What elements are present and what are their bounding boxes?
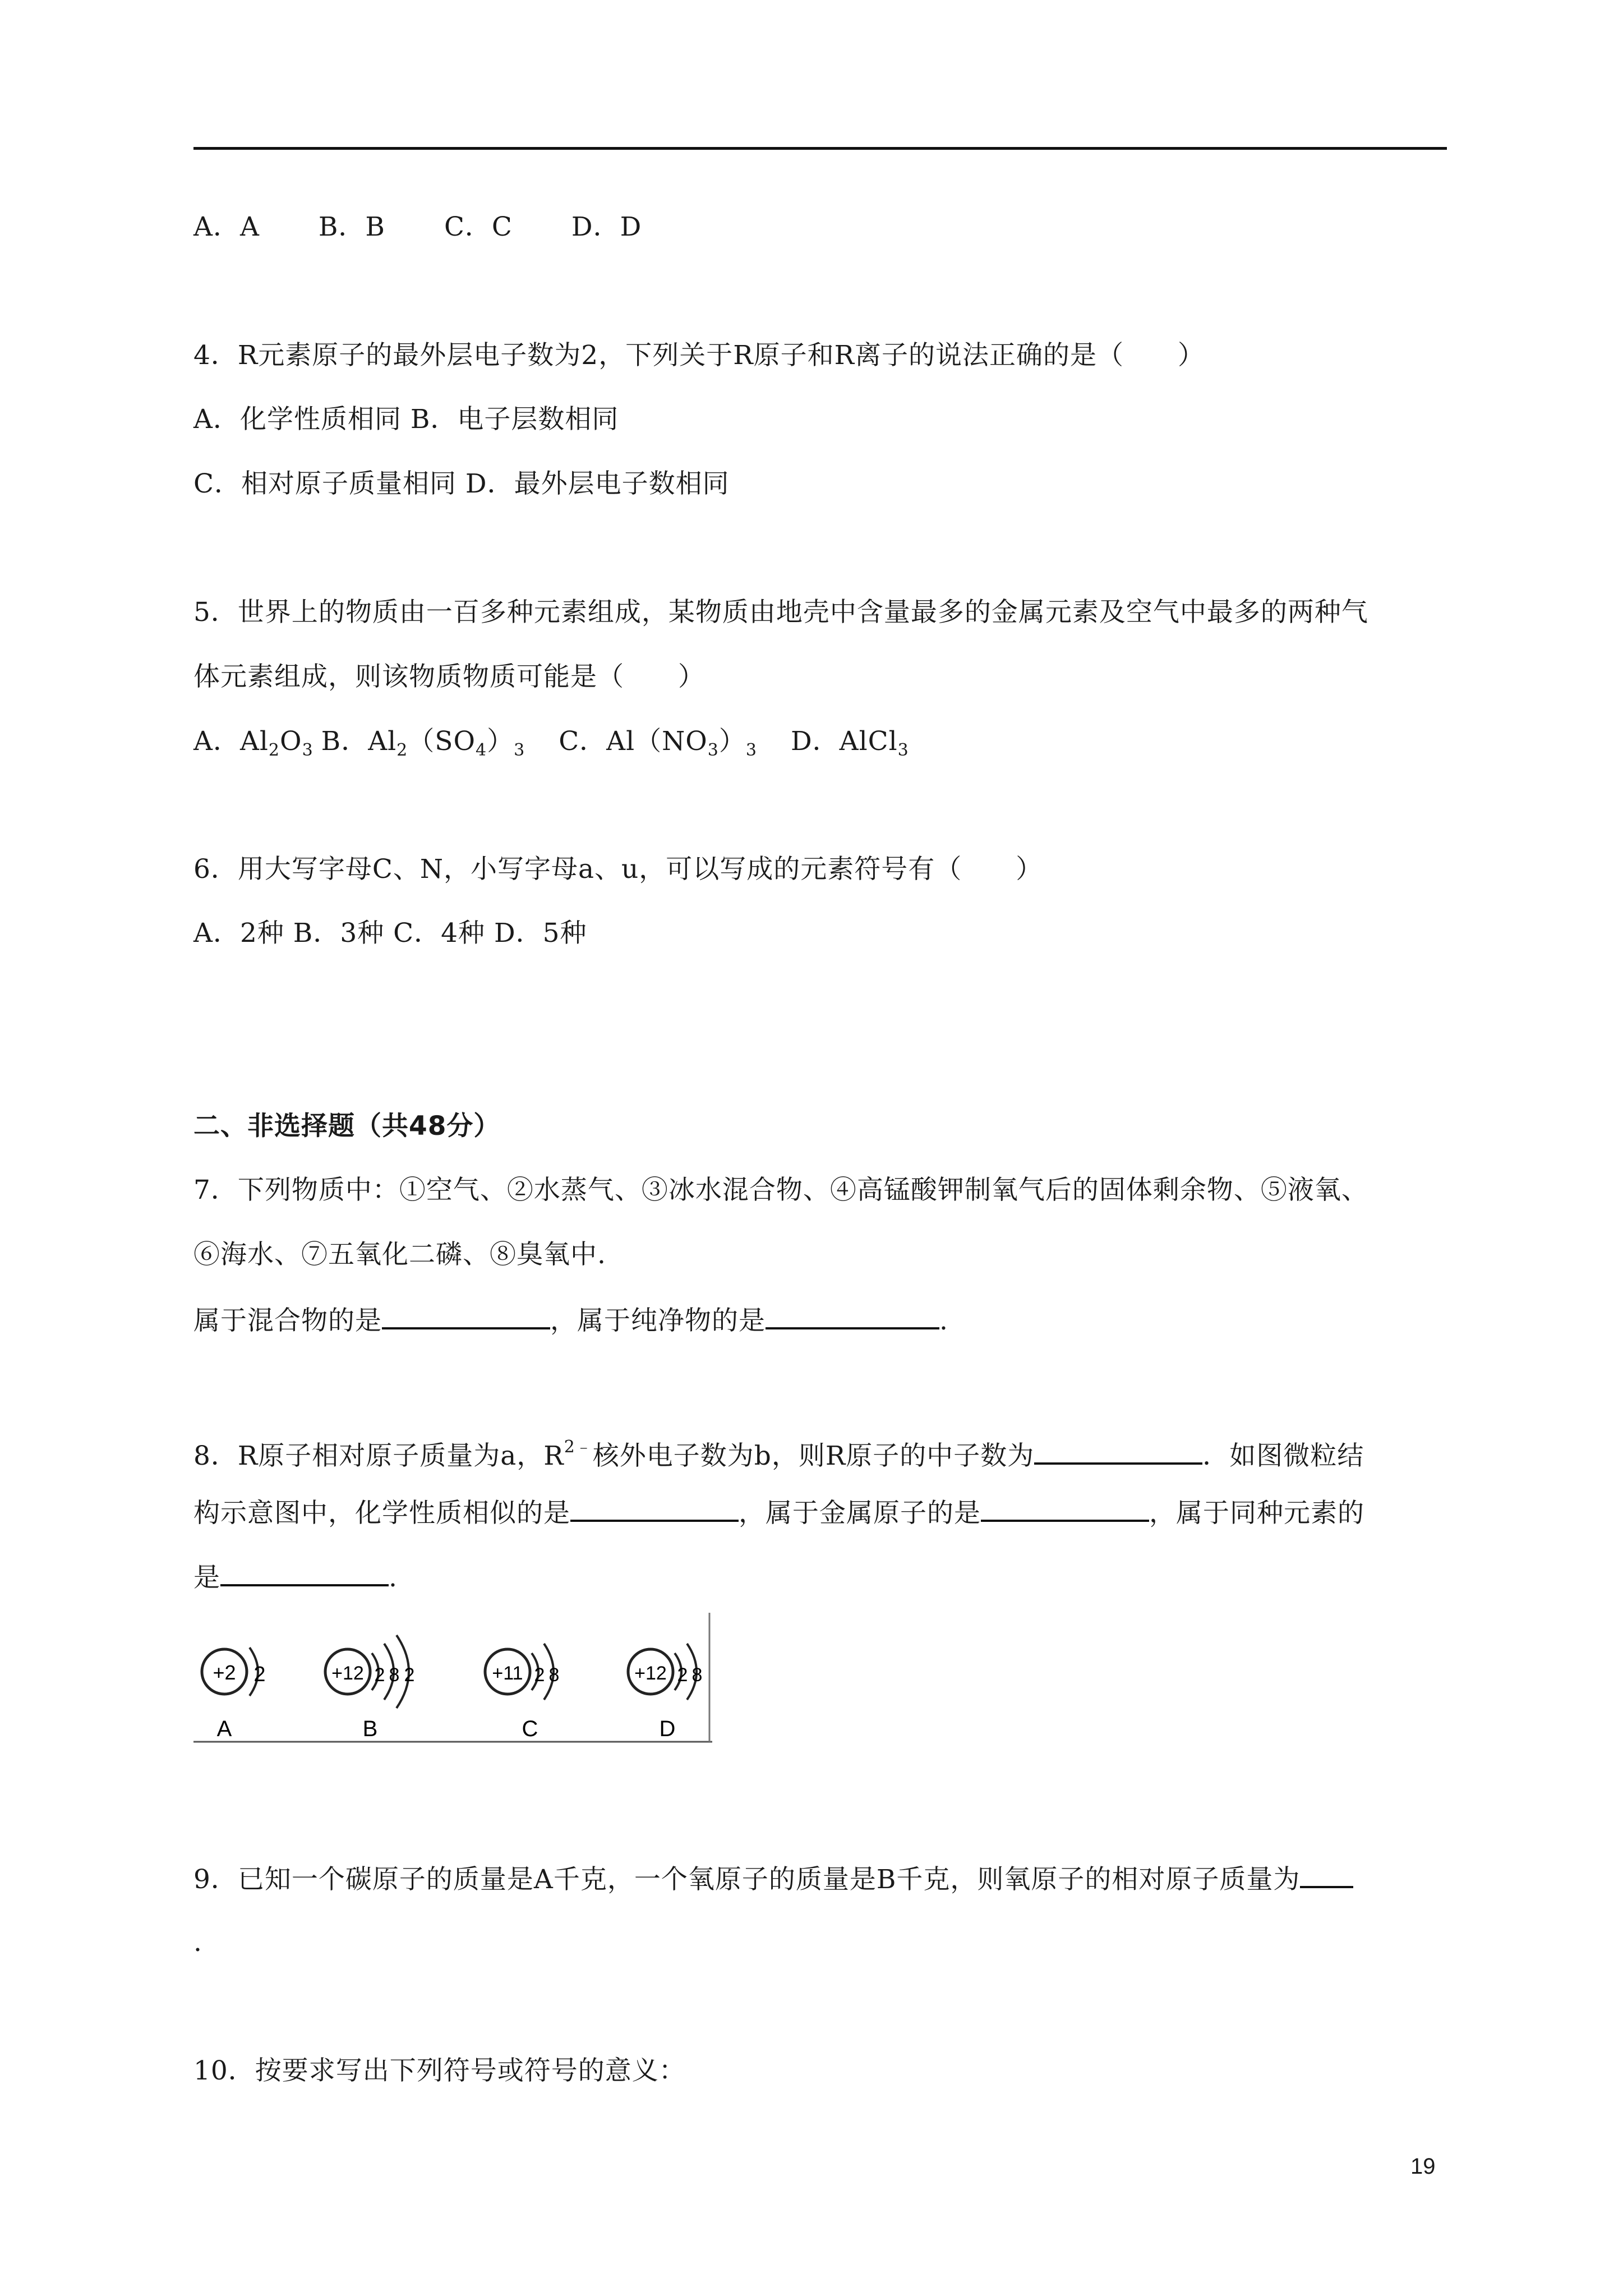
q5-stem-line2: 体元素组成，则该物质物质可能是（ ）: [193, 661, 705, 692]
q3-option-d: D．D: [571, 211, 642, 242]
svg-text:+2: +2: [213, 1661, 236, 1684]
atom-d: [628, 1644, 702, 1741]
svg-text:D: D: [659, 1717, 676, 1741]
q5-option-d: D．AlCl$_3$: [790, 726, 909, 760]
q5-stem-line1: 5．世界上的物质由一百多种元素组成，某物质由地壳中含量最多的金属元素及空气中最多的两种气: [193, 597, 1368, 628]
q8-line1: 8．R原子相对原子质量为a，$R^{2﹣}$核外电子数为b，则R原子的中子数为 ．如图微粒结: [193, 1437, 1364, 1471]
q3-option-a: A．A: [193, 211, 260, 242]
q6-options: A．2种 B．3种 C．4种 D．5种: [193, 918, 587, 949]
q3-option-b: B．B: [318, 211, 385, 242]
q5-options: [193, 725, 909, 767]
section2-title: 二、非选择题（共48分）: [193, 1111, 501, 1142]
header-rule: [193, 147, 1447, 150]
svg-text:8: 8: [691, 1664, 703, 1686]
svg-text:8: 8: [389, 1664, 400, 1686]
q7-line3: 属于混合物的是 ，属于纯净物的是 .: [193, 1303, 948, 1338]
atom-c: [485, 1644, 559, 1741]
q5-option-c: C．$Al(NO_3)_3$: [559, 726, 757, 760]
q4-options-line1: A．化学性质相同 B．电子层数相同: [193, 404, 619, 435]
q9-line1: 9．已知一个碳原子的质量是A千克，一个氧原子的质量是B千克，则氧原子的相对原子质量为: [193, 1861, 1353, 1897]
q8-metal-blank[interactable]: [981, 1495, 1149, 1522]
atom-structure-figure: [193, 1613, 712, 1747]
svg-text:2: 2: [253, 1663, 266, 1686]
svg-text:2: 2: [374, 1664, 385, 1686]
q8-neutron-blank[interactable]: [1034, 1438, 1202, 1465]
svg-text:+12: +12: [634, 1663, 667, 1684]
q8-line2: 构示意图中，化学性质相似的是 ，属于金属原子的是 ，属于同种元素的: [193, 1495, 1364, 1530]
atom-b: [325, 1635, 414, 1741]
svg-text:2: 2: [677, 1664, 688, 1686]
q7-line2: ⑥海水、⑦五氧化二磷、⑧臭氧中.: [193, 1239, 606, 1270]
q7-mixture-blank[interactable]: [382, 1303, 550, 1329]
q3-option-c: C．C: [444, 211, 513, 242]
q5-option-b: B．$Al_2(SO_4)_3$: [321, 726, 525, 760]
q10-stem: 10．按要求写出下列符号或符号的意义：: [193, 2055, 686, 2086]
q5-option-a: A．$Al_2O_3$: [193, 726, 313, 760]
svg-text:2: 2: [404, 1664, 415, 1686]
q8-similar-blank[interactable]: [570, 1495, 739, 1522]
q6-stem: 6．用大写字母C、N，小写字母a、u，可以写成的元素符号有（ ）: [193, 854, 1043, 885]
svg-text:B: B: [362, 1717, 378, 1741]
q7-line1: 7．下列物质中：①空气、②水蒸气、③冰水混合物、④高锰酸钾制氧气后的固体剩余物、⑤液氧、: [193, 1175, 1368, 1205]
q9-line2: .: [193, 1927, 202, 1958]
q8-same-element-blank[interactable]: [220, 1559, 389, 1586]
page-number: 19: [1410, 2154, 1436, 2179]
q3-options: [193, 210, 642, 244]
q4-stem: 4．R元素原子的最外层电子数为2，下列关于R原子和R离子的说法正确的是（ ）: [193, 340, 1205, 371]
svg-text:8: 8: [548, 1664, 560, 1686]
q8-line3: 是 .: [193, 1559, 398, 1595]
svg-text:+11: +11: [492, 1663, 523, 1684]
svg-text:+12: +12: [331, 1663, 364, 1684]
q4-options-line2: C．相对原子质量相同 D．最外层电子数相同: [193, 468, 730, 499]
svg-text:A: A: [216, 1717, 232, 1741]
q9-answer-blank[interactable]: [1300, 1861, 1353, 1888]
svg-text:2: 2: [534, 1664, 545, 1686]
q7-pure-blank[interactable]: [766, 1303, 939, 1329]
svg-text:C: C: [522, 1717, 538, 1741]
atom-a: [202, 1648, 266, 1741]
